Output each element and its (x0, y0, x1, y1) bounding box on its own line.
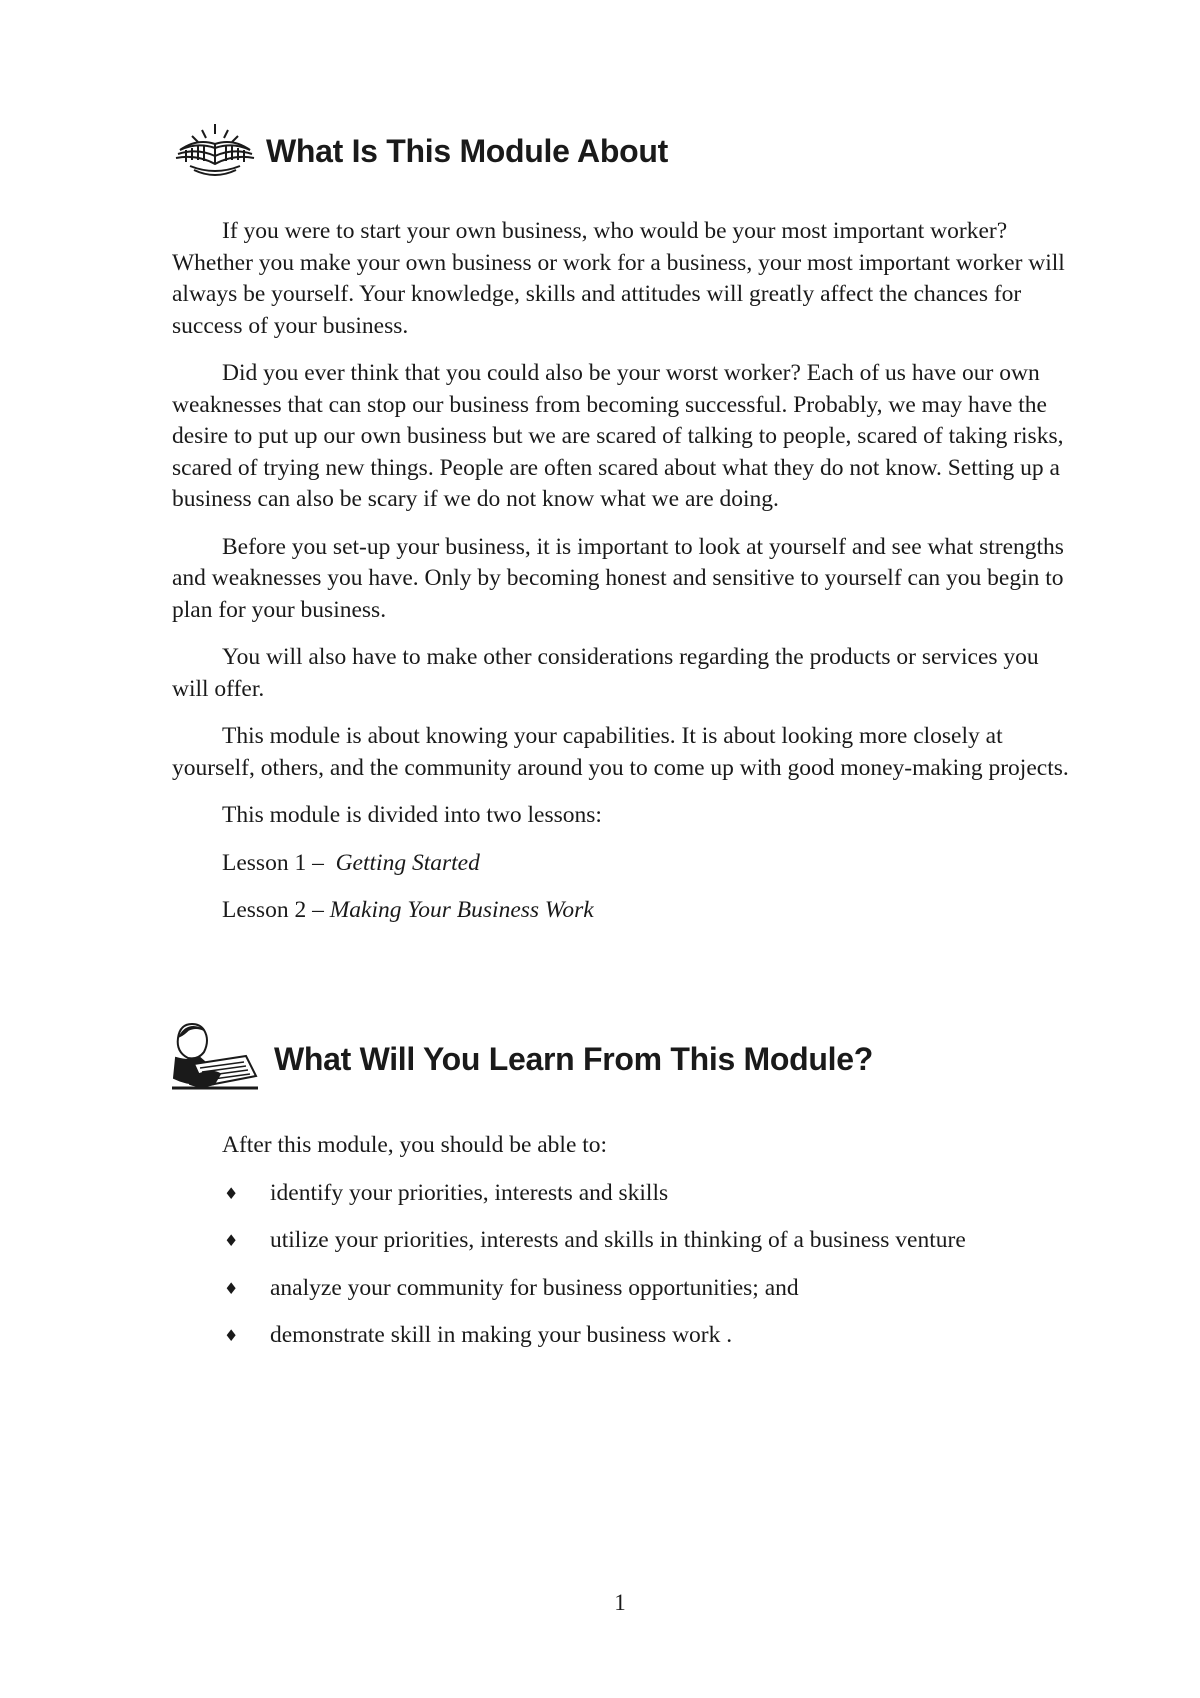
list-item (222, 1320, 1082, 1352)
lesson-item (172, 895, 1072, 927)
objectives-intro: After this module, you should be able to: (222, 1132, 608, 1158)
paragraph: You will also have to make other considerations regarding the products or services you will offer. (172, 644, 1039, 702)
open-book-icon (172, 120, 258, 182)
lesson-label: Lesson 1 – (222, 849, 324, 876)
objective-text: utilize your priorities, interests and skills in thinking of a business venture (270, 1227, 966, 1253)
section-title: What Is This Module About (266, 132, 668, 169)
lesson-item (172, 848, 1072, 880)
diamond-bullet-icon: ♦ (224, 1231, 239, 1250)
list-item (222, 1273, 1082, 1305)
objective-text: demonstrate skill in making your business work . (270, 1322, 733, 1348)
section-heading-module-about (172, 120, 668, 182)
lessons-intro: This module is divided into two lessons: (222, 802, 602, 828)
diamond-bullet-icon: ♦ (224, 1326, 239, 1345)
lesson-title: Making Your Business Work (329, 897, 594, 923)
page-number: 1 (614, 1590, 626, 1615)
diamond-bullet-icon: ♦ (224, 1183, 239, 1203)
objective-text: identify your priorities, interests and skills (270, 1179, 669, 1206)
paragraph: This module is about knowing your capabilities. It is about looking more closely at yourself, others, and the community around you to come up with good money-making projects. (172, 723, 1069, 781)
objectives-list (222, 1178, 1082, 1352)
section-heading-learn (170, 1018, 873, 1100)
student-reading-icon (170, 1018, 260, 1100)
list-item (222, 1225, 1082, 1257)
objective-text: analyze your community for business opportunities; and (270, 1274, 799, 1301)
section-title: What Will You Learn From This Module? (274, 1040, 873, 1077)
module-about-body (172, 216, 1072, 943)
paragraph: Did you ever think that you could also be your worst worker? Each of us have our own weaknesses that can stop our business from becoming successful. Probably, we may have the desire to put up our own business but we are scared of talking to people, scared of taking risks, scared of trying new things. People are often scared about what they do not know. Setting up a business can also be scary if we do not know what we are doing. (172, 360, 1064, 512)
diamond-bullet-icon: ♦ (224, 1278, 239, 1298)
list-item (222, 1178, 1082, 1210)
lesson-title: Getting Started (335, 849, 480, 876)
learning-objectives (222, 1130, 1082, 1368)
paragraph: If you were to start your own business, who would be your most important worker? Whether you make your own business or work for a business, your most important worker will always be yourself. Your knowledge, skills and attitudes will greatly affect the chances for success of your business. (172, 218, 1065, 339)
lesson-label: Lesson 2 – (222, 897, 324, 923)
paragraph: Before you set-up your business, it is important to look at yourself and see what strengths and weaknesses you have. Only by becoming honest and sensitive to yourself can you begin to plan for your business. (172, 533, 1064, 623)
